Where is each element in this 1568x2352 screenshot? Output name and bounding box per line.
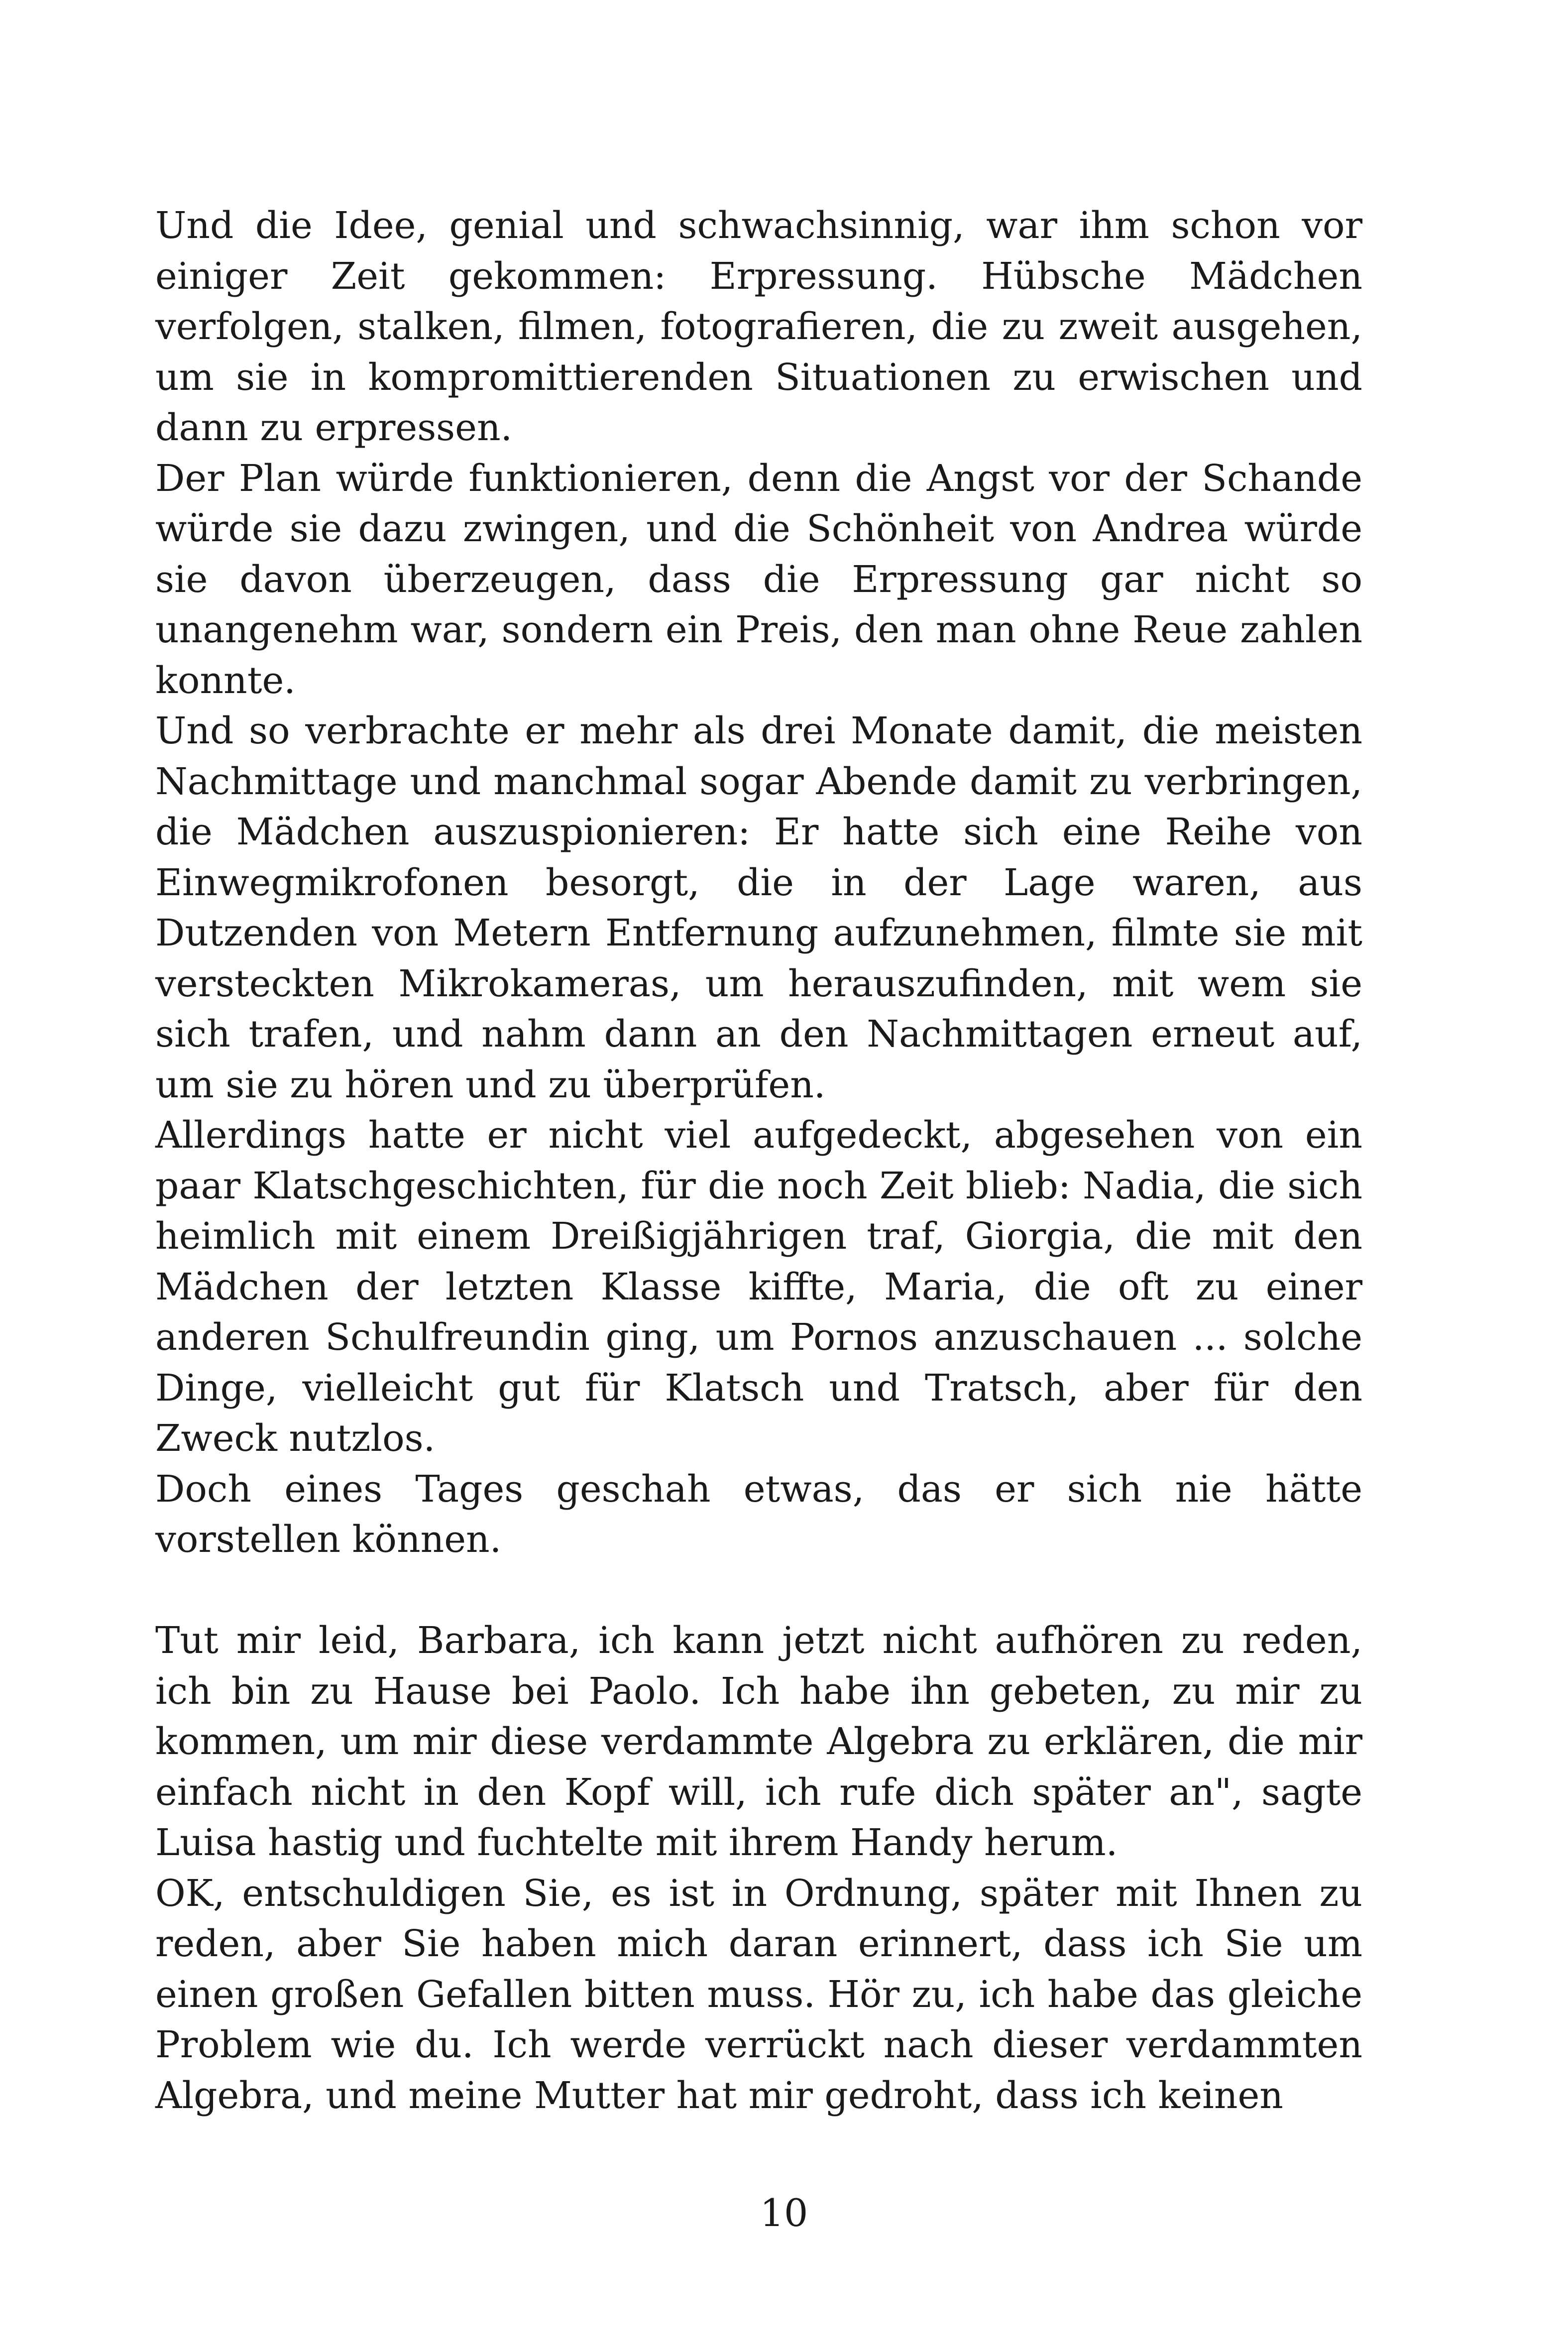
page-number: 10 xyxy=(760,2191,808,2235)
paragraph-7: OK, entschuldigen Sie, es ist in Ordnung, später mit Ihnen zu reden, aber Sie haben mich daran erinnert, dass ich Sie um einen großen Gefallen bitten muss. Hör zu, ich habe das gleiche Problem wie du. Ich werde verrückt nach dieser verdammten Algebra, und meine Mutter hat mir gedroht, dass ich keinen xyxy=(155,1872,1362,2117)
paragraph-5: Doch eines Tages geschah etwas, das er sich nie hätte vorstellen können. xyxy=(155,1467,1362,1561)
section-break xyxy=(155,1565,1362,1616)
paragraph-1: Und die Idee, genial und schwachsinnig, war ihm schon vor einiger Zeit gekommen: Erpressung. Hübsche Mädchen verfolgen, stalken, filmen, fotografieren, die zu zweit ausgehen, um sie in kompromittierenden Situationen zu erwischen und dann zu erpressen. xyxy=(155,204,1362,449)
paragraph-2: Der Plan würde funktionieren, denn die Angst vor der Schande würde sie dazu zwingen, und die Schönheit von Andrea würde sie davon überzeugen, dass die Erpressung gar nicht so unangenehm war, sondern ein Preis, den man ohne Reue zahlen konnte. xyxy=(155,457,1362,702)
paragraph-3: Und so verbrachte er mehr als drei Monate damit, die meisten Nachmittage und manchmal sogar Abende damit zu verbringen, die Mädchen auszuspionieren: Er hatte sich eine Reihe von Einwegmikrofonen besorgt, die in der Lage waren, aus Dutzenden von Metern Entfernung aufzunehmen, filmte sie mit versteckten Mikrokameras, um herauszufinden, mit wem sie sich trafen, und nahm dann an den Nachmittagen erneut auf, um sie zu hören und zu überprüfen. xyxy=(155,709,1362,1106)
paragraph-4: Allerdings hatte er nicht viel aufgedeckt, abgesehen von ein paar Klatschgeschichten, für die noch Zeit blieb: Nadia, die sich heimlich mit einem Dreißigjährigen traf, Giorgia, die mit den Mädchen der letzten Klasse kiffte, Maria, die oft zu einer anderen Schulfreundin ging, um Pornos anzuschauen ... solche Dinge, vielleicht gut für Klatsch und Tratsch, aber für den Zweck nutzlos. xyxy=(155,1114,1362,1460)
paragraph-6: Tut mir leid, Barbara, ich kann jetzt nicht aufhören zu reden, ich bin zu Hause bei Paolo. Ich habe ihn gebeten, zu mir zu kommen, um mir diese verdammte Algebra zu erklären, die mir einfach nicht in den Kopf will, ich rufe dich später an", sagte Luisa hastig und fuchtelte mit ihrem Handy herum. xyxy=(155,1619,1362,1864)
body-text xyxy=(155,201,1362,2121)
